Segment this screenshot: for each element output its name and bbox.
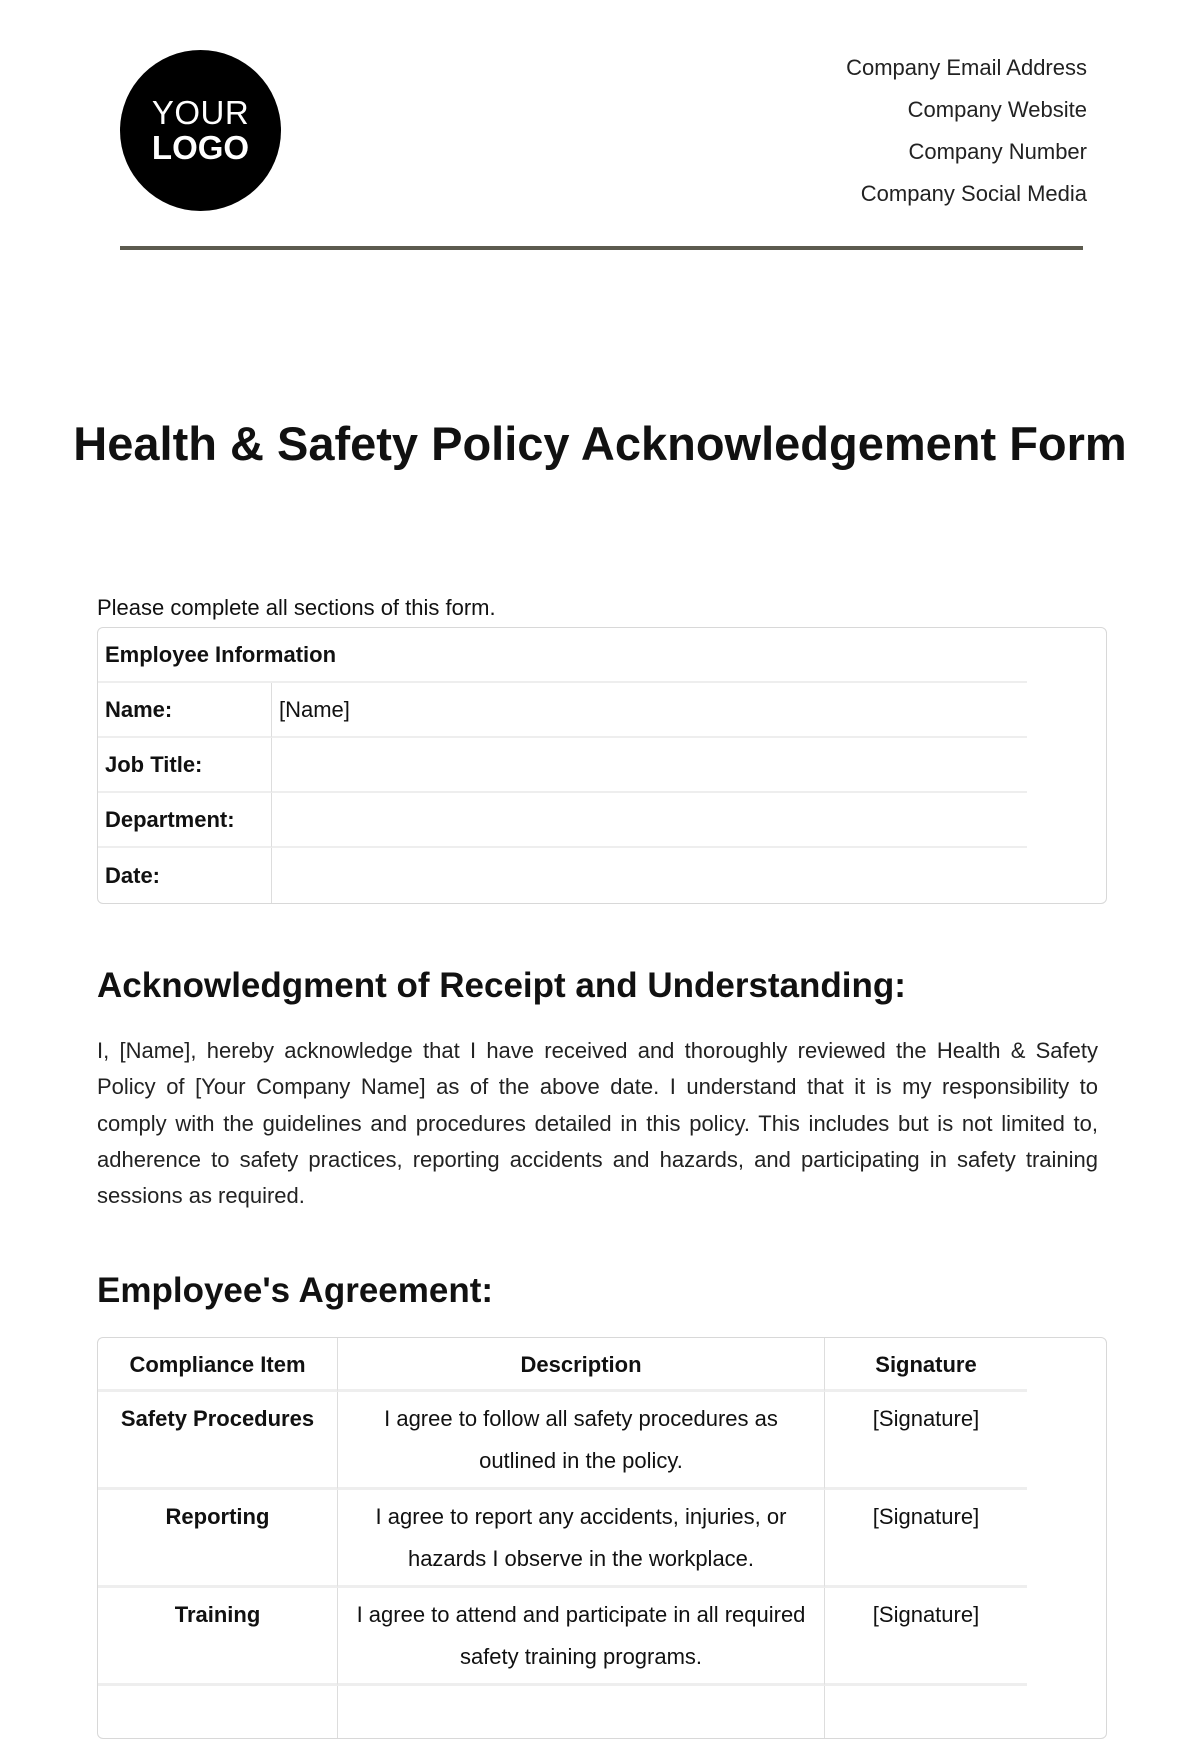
table-row — [98, 1392, 1027, 1490]
header-divider — [120, 246, 1083, 250]
agreement-table — [97, 1337, 1107, 1739]
date-field[interactable] — [272, 848, 1027, 903]
employee-info-heading: Employee Information — [98, 628, 1027, 683]
name-field[interactable]: [Name] — [272, 683, 1027, 738]
company-social-media: Company Social Media — [860, 181, 1087, 206]
logo-line-2: LOGO — [151, 128, 250, 166]
acknowledgment-heading: Acknowledgment of Receipt and Understanding: — [97, 966, 906, 1005]
company-logo — [120, 50, 281, 211]
compliance-item: Safety Procedures — [98, 1392, 338, 1490]
job-title-field[interactable] — [272, 738, 1027, 793]
compliance-item: Reporting — [98, 1490, 338, 1588]
company-contact — [846, 52, 1087, 220]
employee-info-table — [97, 627, 1107, 904]
description: I agree to attend and participate in all required safety training programs. — [338, 1588, 825, 1686]
table-row — [98, 1588, 1027, 1686]
company-number: Company Number — [908, 139, 1087, 164]
company-website: Company Website — [907, 97, 1087, 122]
table-row — [98, 848, 1027, 903]
department-label: Department: — [98, 793, 272, 848]
table-header-row — [98, 1338, 1027, 1392]
table-row — [98, 1686, 1027, 1739]
department-field[interactable] — [272, 793, 1027, 848]
description: I agree to follow all safety procedures as outlined in the policy. — [338, 1392, 825, 1490]
column-header-signature: Signature — [825, 1338, 1027, 1392]
page-title: Health & Safety Policy Acknowledgement Form — [73, 417, 1127, 470]
signature-field[interactable]: [Signature] — [825, 1588, 1027, 1686]
table-row — [98, 683, 1027, 738]
company-email: Company Email Address — [846, 55, 1087, 80]
signature-field[interactable]: [Signature] — [825, 1490, 1027, 1588]
name-label: Name: — [98, 683, 272, 738]
table-row — [98, 738, 1027, 793]
agreement-heading: Employee's Agreement: — [97, 1271, 494, 1310]
date-label: Date: — [98, 848, 272, 903]
signature-field[interactable]: [Signature] — [825, 1392, 1027, 1490]
empty-cell — [825, 1686, 1027, 1739]
empty-cell — [338, 1686, 825, 1739]
intro-text: Please complete all sections of this form. — [97, 595, 496, 620]
table-header-row — [98, 628, 1027, 683]
empty-cell — [98, 1686, 338, 1739]
column-header-compliance-item: Compliance Item — [98, 1338, 338, 1392]
description: I agree to report any accidents, injuries, or hazards I observe in the workplace. — [338, 1490, 825, 1588]
column-header-description: Description — [338, 1338, 825, 1392]
compliance-item: Training — [98, 1588, 338, 1686]
acknowledgment-text: I, [Name], hereby acknowledge that I have received and thoroughly reviewed the Health & Safety Policy of [Your Company Name] as of the above date. I understand that it is my responsibility to comply with the guidelines and procedures detailed in this policy. This includes but is not limited to, adherence to safety practices, reporting accidents and hazards, and participating in safety training sessions as required. — [97, 1038, 1098, 1209]
job-title-label: Job Title: — [98, 738, 272, 793]
logo-line-1: YOUR — [151, 93, 250, 131]
table-row — [98, 793, 1027, 848]
table-row — [98, 1490, 1027, 1588]
